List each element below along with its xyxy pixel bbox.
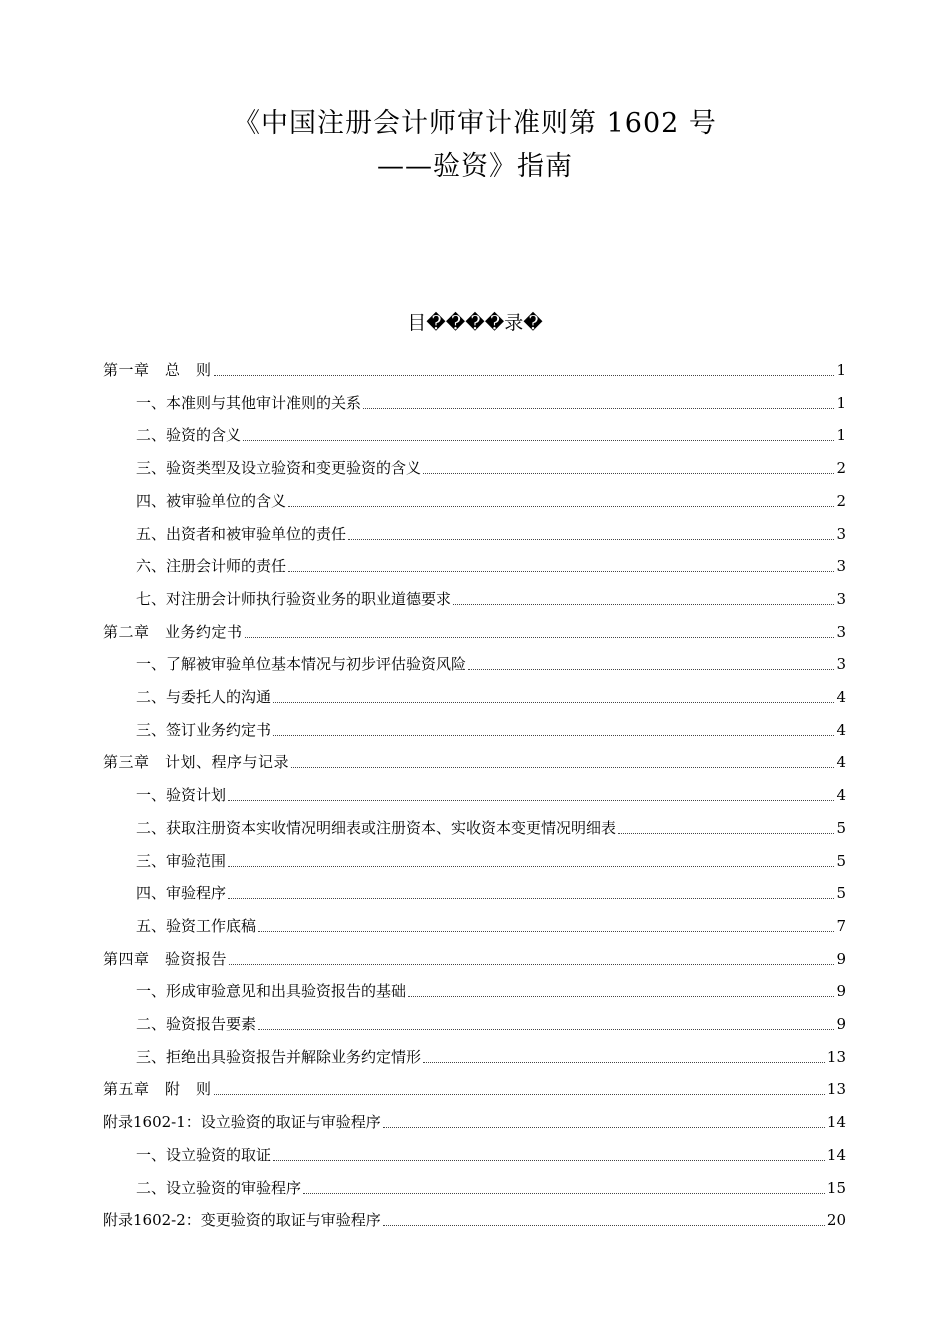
toc-entry-page-number: 2 <box>836 491 846 510</box>
toc-entry-page-number: 13 <box>826 1047 846 1066</box>
toc-dot-leader <box>245 637 834 638</box>
toc-entry[interactable] <box>103 614 846 642</box>
toc-dot-leader <box>229 964 834 965</box>
toc-dot-leader <box>291 767 834 768</box>
toc-entry[interactable] <box>103 1071 846 1099</box>
toc-entry-label: 附录1602-1：设立验资的取证与审验程序 <box>103 1113 381 1132</box>
toc-dot-leader <box>363 408 834 409</box>
toc-entry-page-number: 5 <box>836 818 846 837</box>
toc-entry[interactable] <box>136 450 846 478</box>
toc-entry-page-number: 9 <box>836 1015 846 1033</box>
toc-dot-leader <box>303 1193 825 1194</box>
toc-dot-leader <box>258 1029 834 1030</box>
toc-entry-label: 六、注册会计师的责任 <box>136 557 287 576</box>
toc-dot-leader <box>228 800 834 801</box>
toc-entry-page-number: 4 <box>836 688 846 706</box>
toc-dot-leader <box>423 473 834 474</box>
toc-entry-page-number: 5 <box>836 884 846 903</box>
toc-entry[interactable] <box>136 1006 846 1034</box>
toc-entry-page-number: 20 <box>826 1211 846 1230</box>
toc-entry[interactable] <box>136 385 846 413</box>
toc-dot-leader <box>273 702 834 703</box>
toc-entry-page-number: 5 <box>836 851 846 870</box>
toc-entry-label: 第三章 计划、程序与记录 <box>103 753 290 772</box>
toc-entry-label: 附录1602-2：变更验资的取证与审验程序 <box>103 1211 381 1230</box>
toc-entry[interactable] <box>136 777 846 805</box>
toc-entry-page-number: 2 <box>836 459 846 478</box>
toc-entry[interactable] <box>103 1104 846 1132</box>
toc-entry-label: 第五章 附 则 <box>103 1080 212 1099</box>
toc-dot-leader <box>423 1062 825 1063</box>
toc-entry[interactable] <box>136 679 846 707</box>
toc-entry-label: 二、设立验资的审验程序 <box>136 1178 302 1197</box>
toc-entry-page-number: 4 <box>836 753 846 772</box>
toc-entry-label: 五、出资者和被审验单位的责任 <box>136 524 347 543</box>
toc-dot-leader <box>214 1094 825 1095</box>
toc-entry[interactable] <box>103 941 846 969</box>
toc-entry-page-number: 4 <box>836 786 846 805</box>
toc-dot-leader <box>243 440 834 441</box>
toc-entry-page-number: 13 <box>826 1080 846 1099</box>
toc-entry-label: 七、对注册会计师执行验资业务的职业道德要求 <box>136 589 452 608</box>
toc-dot-leader <box>258 931 834 932</box>
toc-entry-page-number: 1 <box>836 361 846 379</box>
toc-dot-leader <box>618 833 834 834</box>
toc-entry-label: 一、形成审验意见和出具验资报告的基础 <box>136 982 407 1001</box>
toc-dot-leader <box>468 669 834 670</box>
toc-heading: 目����录� <box>407 312 543 334</box>
toc-entry-page-number: 1 <box>836 393 846 412</box>
toc-entry-page-number: 14 <box>826 1113 846 1132</box>
toc-entry[interactable] <box>136 875 846 903</box>
toc-entry-page-number: 7 <box>836 916 846 935</box>
toc-entry-label: 第四章 验资报告 <box>103 949 228 968</box>
toc-entry-page-number: 3 <box>836 557 846 576</box>
toc-entry-label: 二、验资报告要素 <box>136 1015 257 1033</box>
toc-entry-label: 二、获取注册资本实收情况明细表或注册资本、实收资本变更情况明细表 <box>136 818 617 837</box>
toc-entry-page-number: 14 <box>826 1145 846 1164</box>
toc-entry[interactable] <box>103 352 846 380</box>
toc-entry[interactable] <box>136 483 846 511</box>
toc-dot-leader <box>453 604 834 605</box>
toc-dot-leader <box>288 506 834 507</box>
toc-entry-label: 五、验资工作底稿 <box>136 916 257 935</box>
toc-dot-leader <box>408 996 834 997</box>
toc-entry[interactable] <box>136 908 846 936</box>
toc-dot-leader <box>348 539 834 540</box>
toc-entry[interactable] <box>136 1039 846 1067</box>
toc-entry[interactable] <box>136 1137 846 1165</box>
toc-dot-leader <box>214 375 834 376</box>
toc-entry[interactable] <box>136 1170 846 1198</box>
toc-entry[interactable] <box>136 646 846 674</box>
toc-dot-leader <box>383 1127 825 1128</box>
toc-entry-page-number: 3 <box>836 524 846 543</box>
toc-entry-label: 第一章 总 则 <box>103 361 212 379</box>
toc-dot-leader <box>228 866 834 867</box>
toc-entry-label: 第二章 业务约定书 <box>103 622 243 641</box>
toc-entry-label: 二、验资的含义 <box>136 426 242 445</box>
toc-dot-leader <box>383 1225 825 1226</box>
toc-entry-label: 一、验资计划 <box>136 786 227 805</box>
toc-entry-page-number: 3 <box>836 655 846 674</box>
toc-entry-page-number: 3 <box>836 622 846 641</box>
toc-entry[interactable] <box>136 417 846 445</box>
toc-entry-page-number: 15 <box>826 1178 846 1197</box>
toc-entry-page-number: 3 <box>836 589 846 608</box>
document-title-line1: 《中国注册会计师审计准则第 1602 号 <box>233 108 717 139</box>
toc-dot-leader <box>288 571 834 572</box>
toc-entry-label: 三、审验范围 <box>136 851 227 870</box>
toc-entry-label: 四、被审验单位的含义 <box>136 491 287 510</box>
toc-entry-page-number: 1 <box>836 426 846 445</box>
toc-entry[interactable] <box>103 744 846 772</box>
toc-entry[interactable] <box>136 810 846 838</box>
toc-entry-label: 二、与委托人的沟通 <box>136 688 272 706</box>
toc-entry[interactable] <box>136 712 846 740</box>
toc-entry[interactable] <box>136 843 846 871</box>
toc-dot-leader <box>273 735 834 736</box>
toc-dot-leader <box>228 898 834 899</box>
document-title-line2: ——验资》指南 <box>377 151 573 182</box>
toc-entry[interactable] <box>136 548 846 576</box>
toc-entry-label: 一、设立验资的取证 <box>136 1145 272 1164</box>
toc-entry-page-number: 9 <box>836 949 846 968</box>
toc-entry-label: 四、审验程序 <box>136 884 227 903</box>
toc-entry-label: 三、验资类型及设立验资和变更验资的含义 <box>136 459 422 478</box>
toc-entry-label: 一、本准则与其他审计准则的关系 <box>136 393 362 412</box>
toc-entry[interactable] <box>103 1202 846 1230</box>
toc-entry[interactable] <box>136 516 846 544</box>
toc-entry-label: 一、了解被审验单位基本情况与初步评估验资风险 <box>136 655 467 674</box>
toc-entry-page-number: 9 <box>836 982 846 1001</box>
toc-entry-page-number: 4 <box>836 720 846 739</box>
toc-entry[interactable] <box>136 973 846 1001</box>
toc-entry-label: 三、签订业务约定书 <box>136 720 272 739</box>
toc-dot-leader <box>273 1160 825 1161</box>
toc-entry-label: 三、拒绝出具验资报告并解除业务约定情形 <box>136 1047 422 1066</box>
toc-entry[interactable] <box>136 581 846 609</box>
